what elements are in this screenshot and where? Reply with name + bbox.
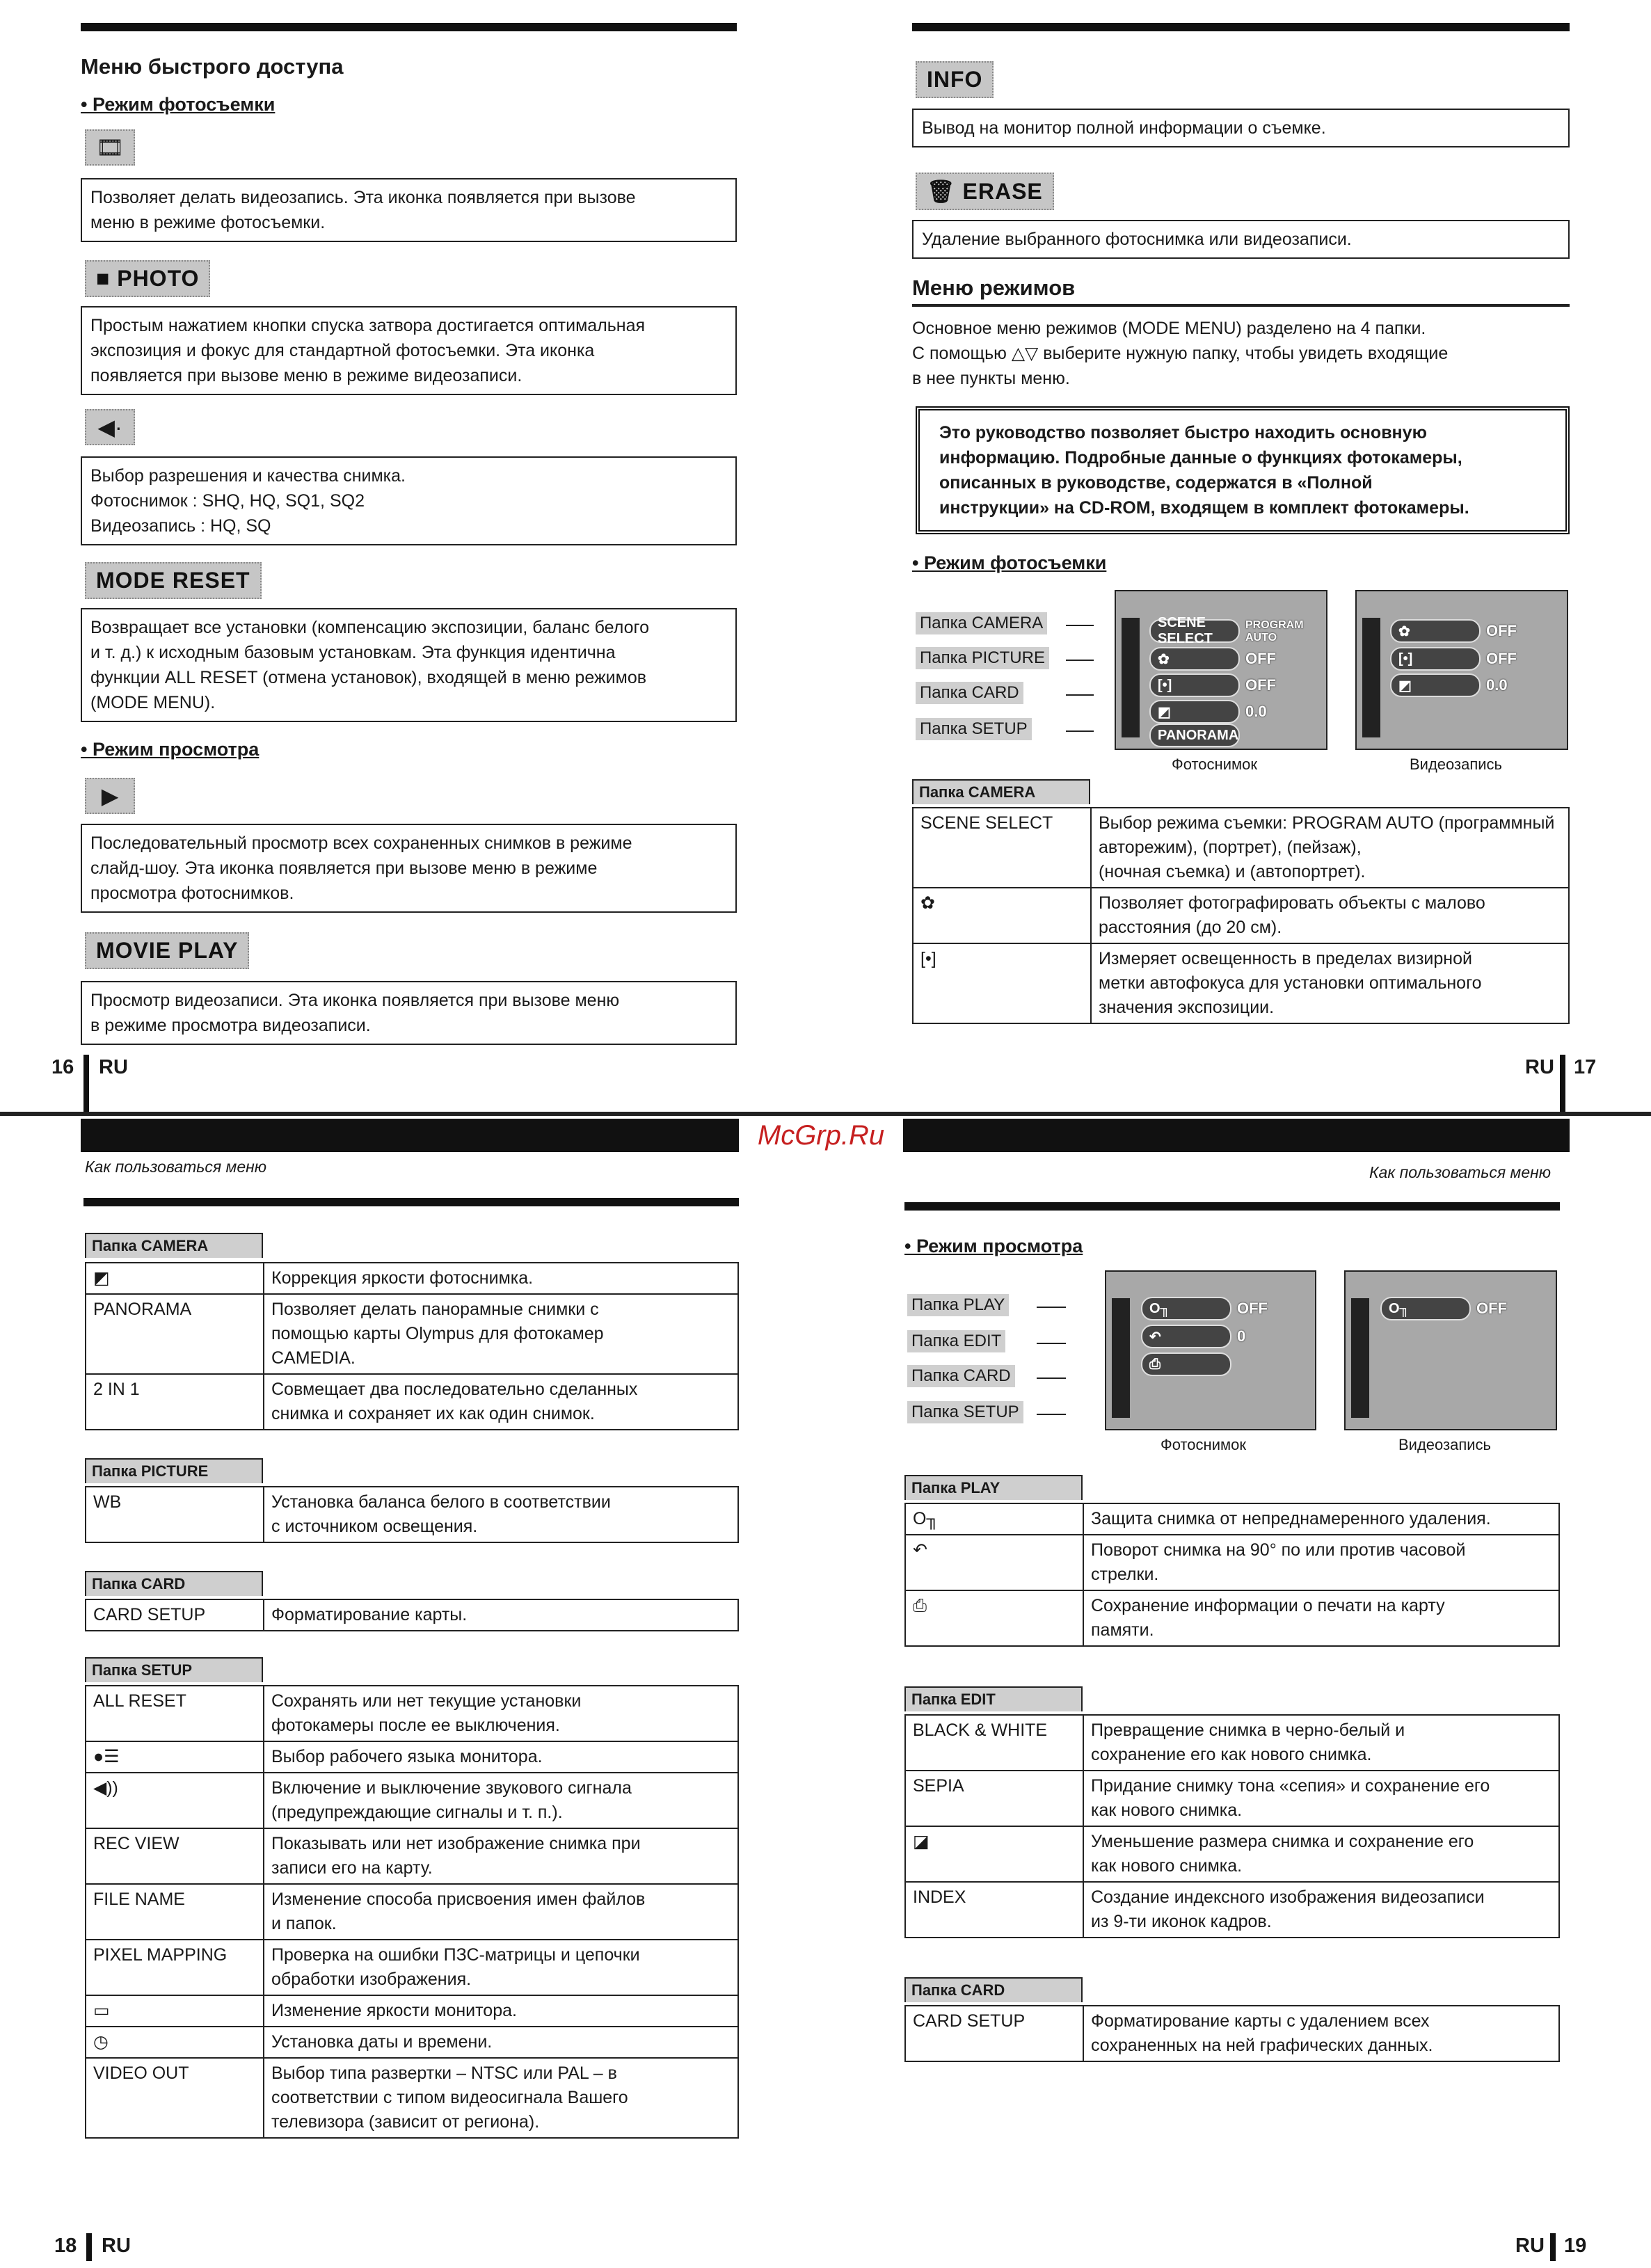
table-cell: ◷ xyxy=(86,2027,264,2058)
table-cell: PIXEL MAPPING xyxy=(86,1940,264,1995)
page-number-bar xyxy=(1560,1055,1565,1113)
leader-line xyxy=(1066,625,1094,626)
page-number: 19 xyxy=(1564,2235,1587,2257)
card-folder-table xyxy=(904,2005,1560,2062)
page-lang: RU xyxy=(1525,1056,1554,1078)
menu-row: SCENE SELECT xyxy=(1149,619,1240,643)
table-cell: ↶ xyxy=(905,1535,1083,1590)
table-cell: SEPIA xyxy=(905,1771,1083,1826)
table-cell: Изменение способа присвоения имен файлов и папок. xyxy=(264,1884,738,1940)
folder-label-setup: Папка SETUP xyxy=(907,1401,1023,1423)
table-cell: Установка даты и времени. xyxy=(264,2027,738,2058)
menu-value: OFF xyxy=(1245,676,1276,694)
table-row xyxy=(86,1374,738,1430)
folder-tabs xyxy=(1112,1298,1130,1418)
leader-line xyxy=(1037,1307,1066,1308)
table-row xyxy=(86,1741,738,1773)
chip-label: ERASE xyxy=(962,179,1043,204)
desc-box: Простым нажатием кнопки спуска затвора достигается оптимальная экспозиция и фокус для стандартной фотосъемки. Эта иконка появляется при вызове меню в режиме видеозаписи. xyxy=(81,306,737,395)
table-cell: Позволяет делать панорамные снимки с помощью карты Olympus для фотокамер CAMEDIA. xyxy=(264,1294,738,1374)
table-row xyxy=(905,2006,1559,2061)
table-row xyxy=(905,1535,1559,1590)
table-row xyxy=(913,888,1569,943)
key-icon: O╖ xyxy=(1389,1300,1410,1316)
table-row xyxy=(905,1503,1559,1535)
table-row xyxy=(86,2058,738,2138)
p19-rule xyxy=(904,1202,1560,1211)
erase-icon: 🗑 xyxy=(927,179,956,204)
menu-value: OFF xyxy=(1486,650,1517,667)
table-cell: ◀)) xyxy=(86,1773,264,1828)
menu-row: ✿ xyxy=(1149,647,1240,671)
table-row xyxy=(86,1940,738,1995)
table-cell: ⎙ xyxy=(905,1590,1083,1646)
table-cell: Сохранение информации о печати на карту памяти. xyxy=(1083,1590,1559,1646)
play-folder-table xyxy=(904,1503,1560,1647)
table-cell: Выбор типа развертки – NTSC или PAL – в соответствии с типом видеосигнала Вашего телевизора (зависит от региона). xyxy=(264,2058,738,2138)
table-cell: Выбор рабочего языка монитора. xyxy=(264,1741,738,1773)
folder-tabs xyxy=(1351,1298,1369,1418)
page-title: Меню быстрого доступа xyxy=(81,54,344,79)
page-lang: RU xyxy=(102,2235,131,2257)
note-box: Это руководство позволяет быстро находить основную информацию. Подробные данные о функциях фотокамеры, описанных в руководстве, содержатся в «Полной инструкции» на CD-ROM, входящем в комплект фотокамеры. xyxy=(916,406,1570,534)
leader-line xyxy=(1037,1343,1066,1344)
table-cell: ●☰ xyxy=(86,1741,264,1773)
desc-box: Удаление выбранного фотоснимка или видеозаписи. xyxy=(912,220,1570,259)
table-cell: ◩ xyxy=(86,1263,264,1294)
leader-line xyxy=(1066,660,1094,661)
table-row xyxy=(905,1715,1559,1771)
menu-row: ◩ xyxy=(1149,700,1240,724)
menu-value: OFF xyxy=(1486,622,1517,639)
table-row xyxy=(86,1773,738,1828)
quality-icon: ◀· xyxy=(85,409,135,445)
menu-value: OFF xyxy=(1476,1300,1507,1317)
erase-chip xyxy=(916,173,1054,210)
table-cell: Измеряет освещенность в пределах визирной метки автофокуса для установки оптимального значения экспозиции. xyxy=(1091,943,1569,1023)
table-cell: Сохранять или нет текущие установки фотокамеры после ее выключения. xyxy=(264,1686,738,1741)
menu-row: ◩ xyxy=(1390,673,1481,697)
page-divider xyxy=(0,1112,1651,1116)
table-cell: Форматирование карты с удалением всех сохраненных на ней графических данных. xyxy=(1083,2006,1559,2061)
table-cell: ▭ xyxy=(86,1995,264,2027)
table-cell: Поворот снимка на 90° по или против часовой стрелки. xyxy=(1083,1535,1559,1590)
desc-box: Просмотр видеозаписи. Эта иконка появляется при вызове меню в режиме просмотра видеозаписи. xyxy=(81,981,737,1045)
page-lang: RU xyxy=(99,1056,128,1078)
page-number-bar xyxy=(1550,2233,1556,2261)
section-heading: • Режим фотосъемки xyxy=(912,552,1107,573)
chip-label: PHOTO xyxy=(117,266,200,291)
p18-rule xyxy=(83,1198,739,1206)
table-cell: Создание индексного изображения видеозаписи из 9-ти иконок кадров. xyxy=(1083,1882,1559,1938)
table-cell: Уменьшение размера снимка и сохранение его как нового снимка. xyxy=(1083,1826,1559,1882)
table-cell: Защита снимка от непреднамеренного удаления. xyxy=(1083,1503,1559,1535)
table-head: Папка PICTURE xyxy=(85,1458,263,1483)
page-number-bar xyxy=(83,1055,89,1113)
folder-tabs xyxy=(1122,618,1140,737)
table-cell: INDEX xyxy=(905,1882,1083,1938)
table-cell: FILE NAME xyxy=(86,1884,264,1940)
table-cell: Проверка на ошибки ПЗС-матрицы и цепочки обработки изображения. xyxy=(264,1940,738,1995)
table-cell: ✿ xyxy=(913,888,1091,943)
table-row xyxy=(913,808,1569,888)
page-number: 18 xyxy=(54,2235,77,2257)
menu-row: ⎙ xyxy=(1141,1352,1231,1376)
page-number: 16 xyxy=(51,1056,74,1078)
table-row xyxy=(86,1294,738,1374)
table-row xyxy=(86,1263,738,1294)
table-row xyxy=(913,943,1569,1023)
folder-label-edit: Папка EDIT xyxy=(907,1330,1005,1352)
table-head: Папка CAMERA xyxy=(912,779,1090,804)
leader-line xyxy=(1066,730,1094,732)
caption: Видеозапись xyxy=(1398,1436,1492,1453)
table-cell: REC VIEW xyxy=(86,1828,264,1884)
desc-box: Возвращает все установки (компенсацию экспозиции, баланс белого и т. д.) к исходным базовым установкам. Эта функция идентична функции ALL RESET (отмена установок), входящей в меню режимов (MODE MENU). xyxy=(81,608,737,722)
film-icon: 🎞 xyxy=(85,129,135,166)
table-cell: BLACK & WHITE xyxy=(905,1715,1083,1771)
table-cell: Превращение снимка в черно-белый и сохранение его как нового снимка. xyxy=(1083,1715,1559,1771)
table-row xyxy=(905,1771,1559,1826)
leader-line xyxy=(1037,1377,1066,1379)
table-row xyxy=(86,2027,738,2058)
p16-top-rule xyxy=(81,23,737,31)
table-cell: Придание снимку тона «сепия» и сохранение его как нового снимка. xyxy=(1083,1771,1559,1826)
info-chip: INFO xyxy=(916,61,994,98)
table-cell: VIDEO OUT xyxy=(86,2058,264,2138)
camera-folder-table xyxy=(912,807,1570,1024)
page-number: 17 xyxy=(1574,1056,1597,1078)
camera-folder-table xyxy=(85,1262,739,1430)
menu-row: ↶ xyxy=(1141,1325,1231,1348)
menu-value: 0 xyxy=(1237,1327,1246,1345)
desc-box: Выбор разрешения и качества снимка. Фотоснимок : SHQ, HQ, SQ1, SQ2 Видеозапись : HQ, SQ xyxy=(81,456,737,545)
table-row xyxy=(86,1686,738,1741)
table-cell: SCENE SELECT xyxy=(913,808,1091,888)
picture-folder-table xyxy=(85,1486,739,1543)
table-row xyxy=(86,1884,738,1940)
table-cell: [•] xyxy=(913,943,1091,1023)
table-row xyxy=(86,1828,738,1884)
folder-label-play: Папка PLAY xyxy=(907,1294,1009,1316)
table-cell: CARD SETUP xyxy=(905,2006,1083,2061)
key-icon: O╖ xyxy=(1149,1300,1170,1316)
table-head: Папка SETUP xyxy=(85,1657,263,1682)
camera-icon: ■ xyxy=(96,266,111,291)
menu-row: [•] xyxy=(1149,673,1240,697)
desc-box: Последовательный просмотр всех сохраненных снимков в режиме слайд-шоу. Эта иконка появляется при вызове меню в режиме просмотра фотоснимков. xyxy=(81,824,737,913)
table-row xyxy=(86,1995,738,2027)
table-row xyxy=(905,1882,1559,1938)
table-cell: Коррекция яркости фотоснимка. xyxy=(264,1263,738,1294)
menu-value: OFF xyxy=(1237,1300,1268,1317)
watermark: McGrp.Ru xyxy=(739,1117,903,1153)
table-cell: PANORAMA xyxy=(86,1294,264,1374)
p17-top-rule xyxy=(912,23,1570,31)
section-title: Меню режимов xyxy=(912,275,1076,300)
photo-chip xyxy=(85,260,210,297)
desc-box: Вывод на монитор полной информации о съемке. xyxy=(912,109,1570,147)
table-cell: Изменение яркости монитора. xyxy=(264,1995,738,2027)
folder-label-card: Папка CARD xyxy=(916,682,1023,704)
folder-label-camera: Папка CAMERA xyxy=(916,612,1047,634)
edit-folder-table xyxy=(904,1714,1560,1938)
caption: Видеозапись xyxy=(1410,756,1503,773)
table-row xyxy=(905,1590,1559,1646)
table-head: Папка CARD xyxy=(904,1977,1083,2002)
leader-line xyxy=(1037,1414,1066,1415)
table-cell: CARD SETUP xyxy=(86,1599,264,1631)
caption: Фотоснимок xyxy=(1161,1436,1246,1453)
table-row xyxy=(905,1826,1559,1882)
title-rule xyxy=(912,304,1570,307)
folder-label-setup: Папка SETUP xyxy=(916,718,1032,740)
menu-row xyxy=(1141,1297,1231,1320)
table-cell: 2 IN 1 xyxy=(86,1374,264,1430)
page-lang: RU xyxy=(1515,2235,1545,2257)
caption: Фотоснимок xyxy=(1172,756,1257,773)
menu-value: OFF xyxy=(1245,650,1276,667)
menu-row: [•] xyxy=(1390,647,1481,671)
table-cell: ◪ xyxy=(905,1826,1083,1882)
table-head: Папка CAMERA xyxy=(85,1233,263,1258)
intro-text: Основное меню режимов (MODE MENU) разделено на 4 папки. С помощью △▽ выберите нужную папку, чтобы увидеть входящие в нее пункты меню. xyxy=(912,319,1449,388)
camera-screen-video xyxy=(1355,590,1568,750)
table-cell: Выбор режима съемки: PROGRAM AUTO (программный авторежим), (портрет), (пейзаж), (ночная съемка) и (автопортрет). xyxy=(1091,808,1569,888)
section-heading: • Режим просмотра xyxy=(81,739,260,760)
table-cell: Форматирование карты. xyxy=(264,1599,738,1631)
table-head: Папка PLAY xyxy=(904,1475,1083,1500)
camera-screen-photo xyxy=(1105,1270,1316,1430)
table-row xyxy=(86,1599,738,1631)
slideshow-icon: ▶ xyxy=(85,778,135,814)
menu-row: PANORAMA xyxy=(1149,724,1240,747)
camera-screen-photo xyxy=(1115,590,1327,750)
section-heading: • Режим фотосъемки xyxy=(81,94,276,115)
menu-value: PROGRAM AUTO xyxy=(1245,619,1304,644)
table-head: Папка EDIT xyxy=(904,1686,1083,1711)
desc-box: Позволяет делать видеозапись. Эта иконка появляется при вызове меню в режиме фотосъемки. xyxy=(81,178,737,242)
section-heading: • Режим просмотра xyxy=(904,1236,1083,1256)
table-cell: Показывать или нет изображение снимка при записи его на карту. xyxy=(264,1828,738,1884)
table-cell: Установка баланса белого в соответствии с источником освещения. xyxy=(264,1487,738,1542)
camera-screen-video xyxy=(1344,1270,1557,1430)
menu-value: 0.0 xyxy=(1486,676,1508,694)
running-header: Как пользоваться меню xyxy=(85,1158,267,1176)
mode-reset-chip: MODE RESET xyxy=(85,562,262,599)
table-cell: ALL RESET xyxy=(86,1686,264,1741)
leader-line xyxy=(1066,694,1094,696)
running-header: Как пользоваться меню xyxy=(1369,1163,1552,1181)
menu-row xyxy=(1380,1297,1471,1320)
menu-row: ✿ xyxy=(1390,619,1481,643)
table-row xyxy=(86,1487,738,1542)
card-folder-table xyxy=(85,1599,739,1631)
page-number-bar xyxy=(86,2233,92,2261)
table-cell: Включение и выключение звукового сигнала (предупреждающие сигналы и т. п.). xyxy=(264,1773,738,1828)
table-cell: O╖ xyxy=(905,1503,1083,1535)
table-head: Папка CARD xyxy=(85,1571,263,1596)
folder-tabs xyxy=(1362,618,1380,737)
table-cell: Позволяет фотографировать объекты с малово расстояния (до 20 см). xyxy=(1091,888,1569,943)
folder-label-picture: Папка PICTURE xyxy=(916,647,1049,669)
movie-play-chip: MOVIE PLAY xyxy=(85,932,249,969)
setup-folder-table xyxy=(85,1685,739,2139)
table-cell: Совмещает два последовательно сделанных снимка и сохраняет их как один снимок. xyxy=(264,1374,738,1430)
menu-value: 0.0 xyxy=(1245,703,1267,720)
table-cell: WB xyxy=(86,1487,264,1542)
folder-label-card: Папка CARD xyxy=(907,1365,1015,1387)
